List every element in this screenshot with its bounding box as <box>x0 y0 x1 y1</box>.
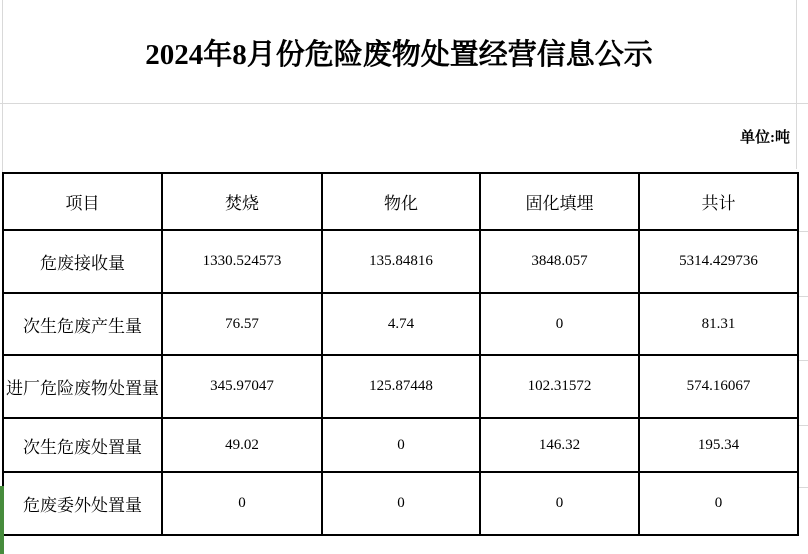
gridline-right-margin <box>799 425 808 426</box>
value-cell[interactable]: 102.31572 <box>480 355 639 418</box>
value-cell[interactable]: 81.31 <box>639 293 798 355</box>
column-header-physchem[interactable]: 物化 <box>322 173 480 230</box>
value-cell[interactable]: 0 <box>322 418 480 472</box>
value-cell[interactable]: 125.87448 <box>322 355 480 418</box>
value-cell[interactable]: 0 <box>322 472 480 535</box>
row-label[interactable]: 进厂危险废物处置量 <box>3 355 162 418</box>
column-header-item[interactable]: 项目 <box>3 173 162 230</box>
column-header-incineration[interactable]: 焚烧 <box>162 173 322 230</box>
value-cell[interactable]: 0 <box>639 472 798 535</box>
column-header-total[interactable]: 共计 <box>639 173 798 230</box>
waste-disposal-table <box>2 172 799 536</box>
selection-indicator <box>0 486 4 554</box>
value-cell[interactable]: 146.32 <box>480 418 639 472</box>
gridline-right-margin <box>799 231 808 232</box>
value-cell[interactable]: 0 <box>162 472 322 535</box>
value-cell[interactable]: 574.16067 <box>639 355 798 418</box>
gridline-right-margin <box>799 487 808 488</box>
gridline-right-margin <box>799 360 808 361</box>
table-row <box>3 472 798 535</box>
value-cell[interactable]: 4.74 <box>322 293 480 355</box>
gridline-right-margin <box>799 296 808 297</box>
page-title[interactable]: 2024年8月份危险废物处置经营信息公示 <box>145 38 653 71</box>
table-row <box>3 293 798 355</box>
value-cell[interactable]: 76.57 <box>162 293 322 355</box>
column-header-landfill[interactable]: 固化填埋 <box>480 173 639 230</box>
value-cell[interactable]: 1330.524573 <box>162 230 322 293</box>
value-cell[interactable]: 345.97047 <box>162 355 322 418</box>
row-label[interactable]: 危废委外处置量 <box>3 472 162 535</box>
value-cell[interactable]: 3848.057 <box>480 230 639 293</box>
value-cell[interactable]: 135.84816 <box>322 230 480 293</box>
value-cell[interactable]: 0 <box>480 293 639 355</box>
row-label[interactable]: 次生危废产生量 <box>3 293 162 355</box>
value-cell[interactable]: 195.34 <box>639 418 798 472</box>
row-label[interactable]: 危废接收量 <box>3 230 162 293</box>
gridline-vertical-right <box>796 0 797 169</box>
table-row <box>3 418 798 472</box>
table-row <box>3 355 798 418</box>
unit-label[interactable]: 单位:吨 <box>740 129 790 146</box>
value-cell[interactable]: 5314.429736 <box>639 230 798 293</box>
table-header-row <box>3 173 798 230</box>
value-cell[interactable]: 49.02 <box>162 418 322 472</box>
value-cell[interactable]: 0 <box>480 472 639 535</box>
table-row <box>3 230 798 293</box>
row-label[interactable]: 次生危废处置量 <box>3 418 162 472</box>
